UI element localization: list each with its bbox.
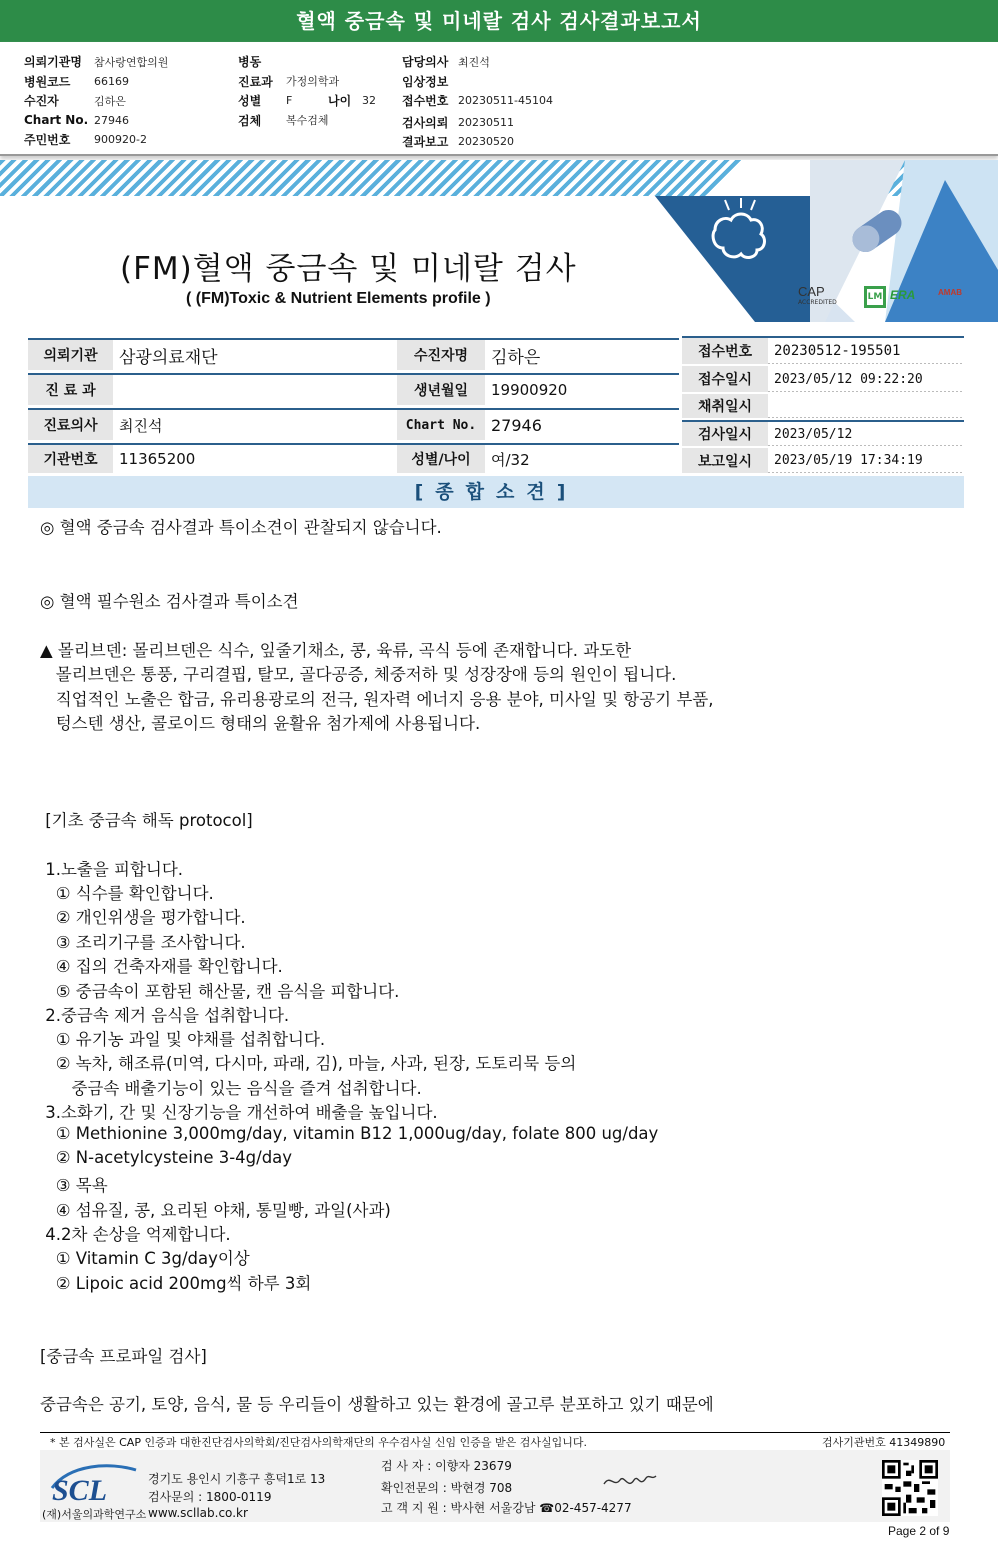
table-label: 수진자명: [397, 338, 485, 370]
footer-certification-note: * 본 검사실은 CAP 인증과 대한진단검사의학회/진단검사의학재단의 우수검사실 신임 인증을 받은 검사실입니다.: [50, 1436, 588, 1449]
certification-logos: [798, 282, 968, 314]
table-label: 검사일시: [682, 420, 768, 446]
amab-logo: AMAB: [938, 288, 962, 297]
era-logo: ERA: [890, 288, 916, 302]
info-value: 참사랑연합의원: [94, 55, 169, 69]
age-value: 32: [362, 94, 376, 108]
finding-line: 중금속은 공기, 토양, 음식, 물 등 우리들이 생활하고 있는 환경에 골고루 분포하고 있기 때문에: [40, 1395, 714, 1414]
report-subtitle: ( (FM)Toxic & Nutrient Elements profile ): [186, 290, 491, 307]
info-value: 900920-2: [94, 133, 147, 147]
finding-line: 몰리브덴은 통풍, 구리결핍, 탈모, 골다공증, 체중저하 및 성장장애 등의 원인이 됩니다.: [40, 665, 677, 684]
finding-line: ② N-acetylcysteine 3-4g/day: [40, 1148, 293, 1167]
info-value: F: [286, 94, 293, 108]
info-col-right: [402, 52, 553, 152]
table-value: 최진석: [113, 408, 397, 440]
table-value: 삼광의료재단: [113, 338, 397, 370]
info-label: 임상정보: [402, 74, 449, 89]
finding-line: 2.중금속 제거 음식을 섭취합니다.: [40, 1006, 290, 1025]
patient-info-block: [0, 42, 998, 156]
finding-line: 4.2차 손상을 억제합니다.: [40, 1225, 231, 1244]
table-value: 여/32: [485, 443, 679, 473]
finding-line: 3.소화기, 간 및 신장기능을 개선하여 배출을 높입니다.: [40, 1103, 438, 1122]
finding-line: ② Lipoic acid 200mg씩 하루 3회: [40, 1274, 312, 1293]
finding-line: 중금속 배출기능이 있는 음식을 즐겨 섭취합니다.: [40, 1079, 422, 1098]
table-value: 2023/05/12 09:22:20: [768, 366, 964, 392]
table-label: 접수일시: [682, 366, 768, 392]
table-label: 기관번호: [28, 443, 113, 473]
footer-divider: [40, 1432, 950, 1433]
info-col-left: [24, 52, 168, 150]
info-value: 20230511-45104: [458, 94, 553, 108]
footer-specialist: 확인전문의 : 박현경 708: [381, 1481, 513, 1495]
cap-accredited: ACCREDITED: [798, 299, 837, 306]
info-label: 병원코드: [24, 74, 71, 89]
table-value: 2023/05/12: [768, 420, 964, 446]
table-value: 2023/05/19 17:34:19: [768, 448, 964, 473]
finding-line: ① 식수를 확인합니다.: [40, 884, 214, 903]
finding-line: 1.노출을 피합니다.: [40, 860, 184, 879]
footer-website[interactable]: www.scllab.co.kr: [148, 1506, 248, 1520]
table-label: 채취일시: [682, 394, 768, 418]
cap-logo: CAP: [798, 284, 825, 299]
finding-line: ⑤ 중금속이 포함된 해산물, 캔 음식을 피합니다.: [40, 982, 400, 1001]
report-header-title: 혈액 중금속 및 미네랄 검사 검사결과보고서: [0, 0, 998, 42]
finding-line: ② 녹차, 해조류(미역, 다시마, 파래, 김), 마늘, 사과, 된장, 도토리묵 등의: [40, 1054, 577, 1073]
finding-line: ④ 섬유질, 콩, 요리된 야채, 통밀빵, 과일(사과): [40, 1201, 391, 1220]
table-value: [768, 394, 964, 418]
finding-line: ① Methionine 3,000mg/day, vitamin B12 1,000ug/day, folate 800 ug/day: [40, 1124, 659, 1143]
info-label: 의뢰기관명: [24, 55, 82, 70]
table-label: 보고일시: [682, 448, 768, 473]
signature-image: [600, 1470, 660, 1494]
table-value: 27946: [485, 408, 679, 440]
info-label: 검사의뢰: [402, 115, 449, 130]
lm-logo: LM: [864, 286, 886, 308]
finding-line: ① 유기농 과일 및 야채를 섭취합니다.: [40, 1030, 326, 1049]
info-label: 담당의사: [402, 55, 449, 70]
finding-line: ③ 목욕: [40, 1176, 108, 1195]
info-label: 진료과: [238, 74, 273, 89]
finding-line: [중금속 프로파일 검사]: [40, 1347, 207, 1366]
info-col-middle: [238, 52, 376, 130]
report-title: (FM)혈액 중금속 및 미네랄 검사: [120, 251, 577, 287]
table-label: 진 료 과: [28, 373, 113, 405]
info-value: 가정의학과: [286, 75, 340, 89]
page-number: Page 2 of 9: [888, 1524, 950, 1538]
table-value: 20230512-195501: [768, 336, 964, 364]
finding-line: ② 개인위생을 평가합니다.: [40, 908, 246, 927]
table-label: 의뢰기관: [28, 338, 113, 370]
footer-tester: 검 사 자 : 이향자 23679: [381, 1459, 512, 1473]
footer-institution-code: 검사기관번호 41349890: [822, 1436, 946, 1449]
finding-line: ③ 조리기구를 조사합니다.: [40, 933, 246, 952]
footer-address: 경기도 용인시 기흥구 흥덕1로 13: [148, 1472, 326, 1486]
info-label: 주민번호: [24, 133, 71, 148]
table-value: 김하은: [485, 338, 679, 370]
finding-line: ◎ 혈액 필수원소 검사결과 특이소견: [40, 592, 299, 611]
table-label: Chart No.: [397, 408, 485, 440]
summary-heading: [종합소견]: [28, 476, 964, 508]
age-label: 나이: [328, 94, 352, 109]
info-label: 수진자: [24, 94, 59, 109]
info-label: 결과보고: [402, 135, 449, 150]
info-label: 성별: [238, 94, 262, 109]
info-value: 20230511: [458, 115, 514, 129]
info-value: 최진석: [458, 55, 490, 69]
info-label: 검체: [238, 113, 262, 128]
table-label: 생년월일: [397, 373, 485, 405]
finding-line: [기초 중금속 해독 protocol]: [40, 811, 253, 830]
info-label: Chart No.: [24, 113, 89, 128]
table-label: 성별/나이: [397, 443, 485, 473]
qr-code: [882, 1460, 938, 1516]
finding-line: 직업적인 노출은 합금, 유리용광로의 전극, 원자력 에너지 응용 분야, 미사일 및 항공기 부품,: [40, 690, 714, 709]
info-label: 병동: [238, 55, 262, 70]
finding-line: ▲ 몰리브덴: 몰리브덴은 식수, 잎줄기채소, 콩, 육류, 곡식 등에 존재합니다. 과도한: [40, 641, 632, 660]
table-value: 11365200: [113, 443, 397, 473]
info-value: 27946: [94, 113, 129, 127]
finding-line: 텅스텐 생산, 콜로이드 형태의 윤활유 첨가제에 사용됩니다.: [40, 714, 481, 733]
finding-line: ① Vitamin C 3g/day이상: [40, 1249, 250, 1268]
table-value: [113, 373, 397, 405]
table-label: 접수번호: [682, 336, 768, 364]
info-value: 복수검체: [286, 114, 329, 128]
info-value: 66169: [94, 74, 129, 88]
svg-text:SCL: SCL: [52, 1474, 108, 1504]
finding-line: ◎ 혈액 중금속 검사결과 특이소견이 관찰되지 않습니다.: [40, 518, 442, 537]
scl-org-name: (재)서울의과학연구소: [42, 1508, 147, 1521]
finding-line: ④ 집의 건축자재를 확인합니다.: [40, 957, 283, 976]
scl-logo: [50, 1460, 140, 1504]
footer-phone: 검사문의 : 1800-0119: [148, 1490, 272, 1504]
info-value: 김하은: [94, 94, 126, 108]
table-label: 진료의사: [28, 408, 113, 440]
footer-support: 고 객 지 원 : 박사현 서울강남 ☎02-457-4277: [381, 1501, 632, 1515]
table-value: 19900920: [485, 373, 679, 405]
info-value: 20230520: [458, 135, 514, 149]
info-label: 접수번호: [402, 94, 449, 109]
